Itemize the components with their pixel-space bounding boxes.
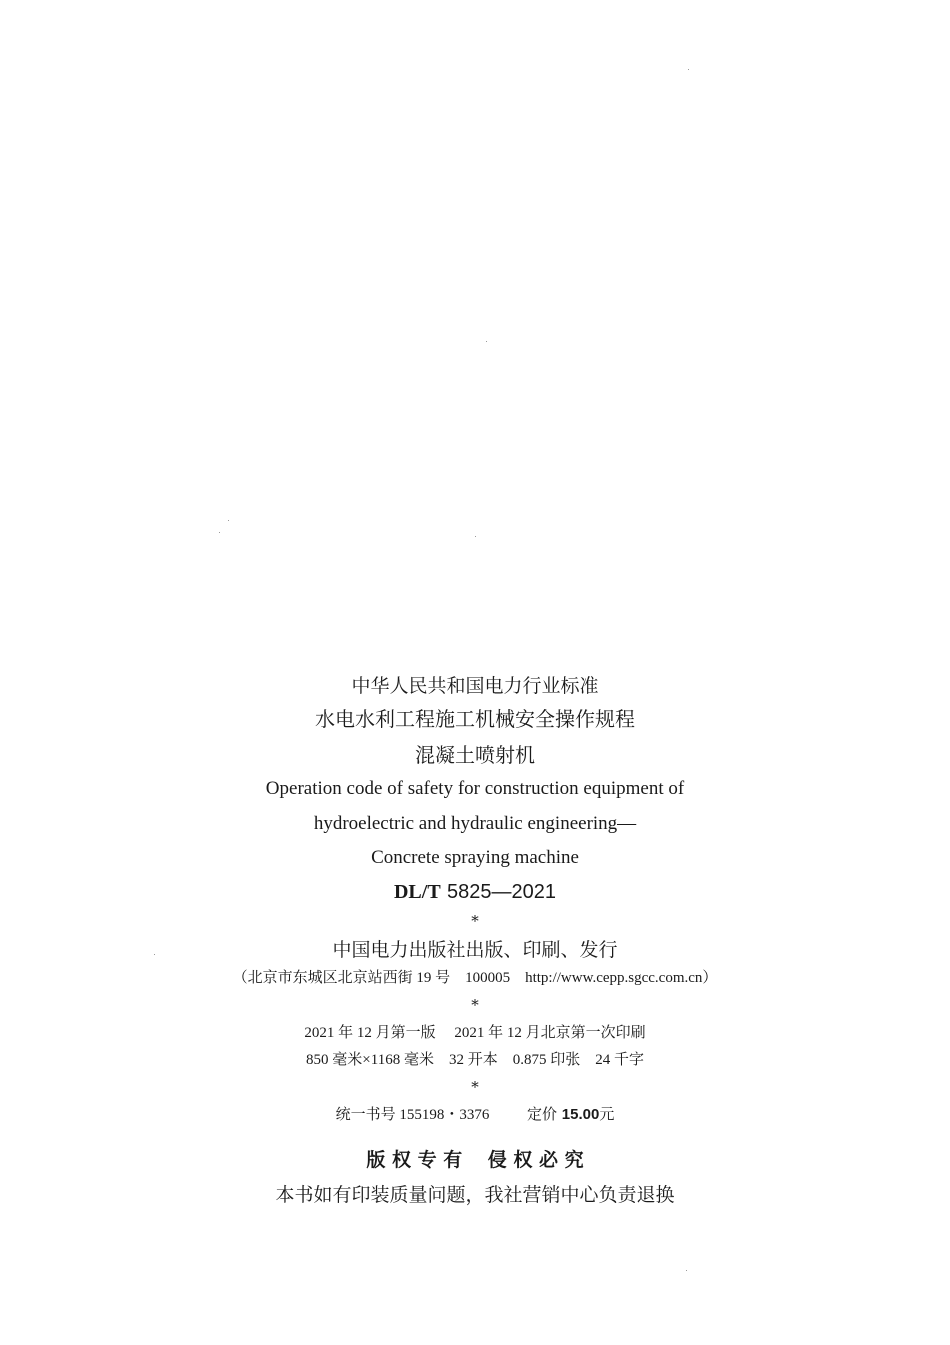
edition-info: 2021 年 12 月第一版 2021 年 12 月北京第一次印刷 — [304, 1025, 646, 1041]
separator-star: * — [471, 996, 479, 1014]
publisher-line: 中国电力出版社出版、印刷、发行 — [332, 939, 618, 961]
separator-star: * — [471, 912, 479, 930]
scan-speck — [686, 1270, 687, 1271]
isbn-number: 统一书号 155198・3376 — [335, 1107, 490, 1123]
scan-speck — [486, 341, 487, 342]
copyright-notice: 版 权 专 有 侵 权 必 究 — [366, 1149, 584, 1171]
standard-title-main: 水电水利工程施工机械安全操作规程 — [315, 707, 635, 731]
isbn-price-line — [0, 1107, 950, 1123]
scan-speck — [219, 532, 220, 533]
standard-code-prefix: DL/T — [393, 881, 441, 903]
standard-code-number: 5825—2021 — [447, 881, 557, 903]
return-notice: 本书如有印装质量问题，我社营销中心负责退换 — [275, 1185, 675, 1206]
english-title-line-3: Concrete spraying machine — [371, 847, 579, 868]
english-title-line-1: Operation code of safety for construction equipment of — [265, 778, 685, 799]
price-unit: 元 — [599, 1107, 615, 1123]
publisher-address: （北京市东城区北京站西街 19 号 100005 http://www.cepp.sgcc.com.cn） — [232, 970, 718, 986]
scan-speck — [228, 520, 229, 521]
standard-title-sub: 混凝土喷射机 — [415, 743, 535, 767]
format-info: 850 毫米×1168 毫米 32 开本 0.875 印张 24 千字 — [306, 1052, 644, 1068]
price-label: 定价 — [526, 1107, 557, 1123]
standard-code — [0, 881, 950, 902]
industry-standard-heading: 中华人民共和国电力行业标准 — [351, 675, 599, 697]
scan-speck — [688, 69, 689, 70]
separator-star: * — [471, 1078, 479, 1096]
scan-speck — [475, 536, 476, 537]
english-title-line-2: hydroelectric and hydraulic engineering— — [313, 813, 637, 834]
price-value: 15.00 — [561, 1106, 600, 1123]
